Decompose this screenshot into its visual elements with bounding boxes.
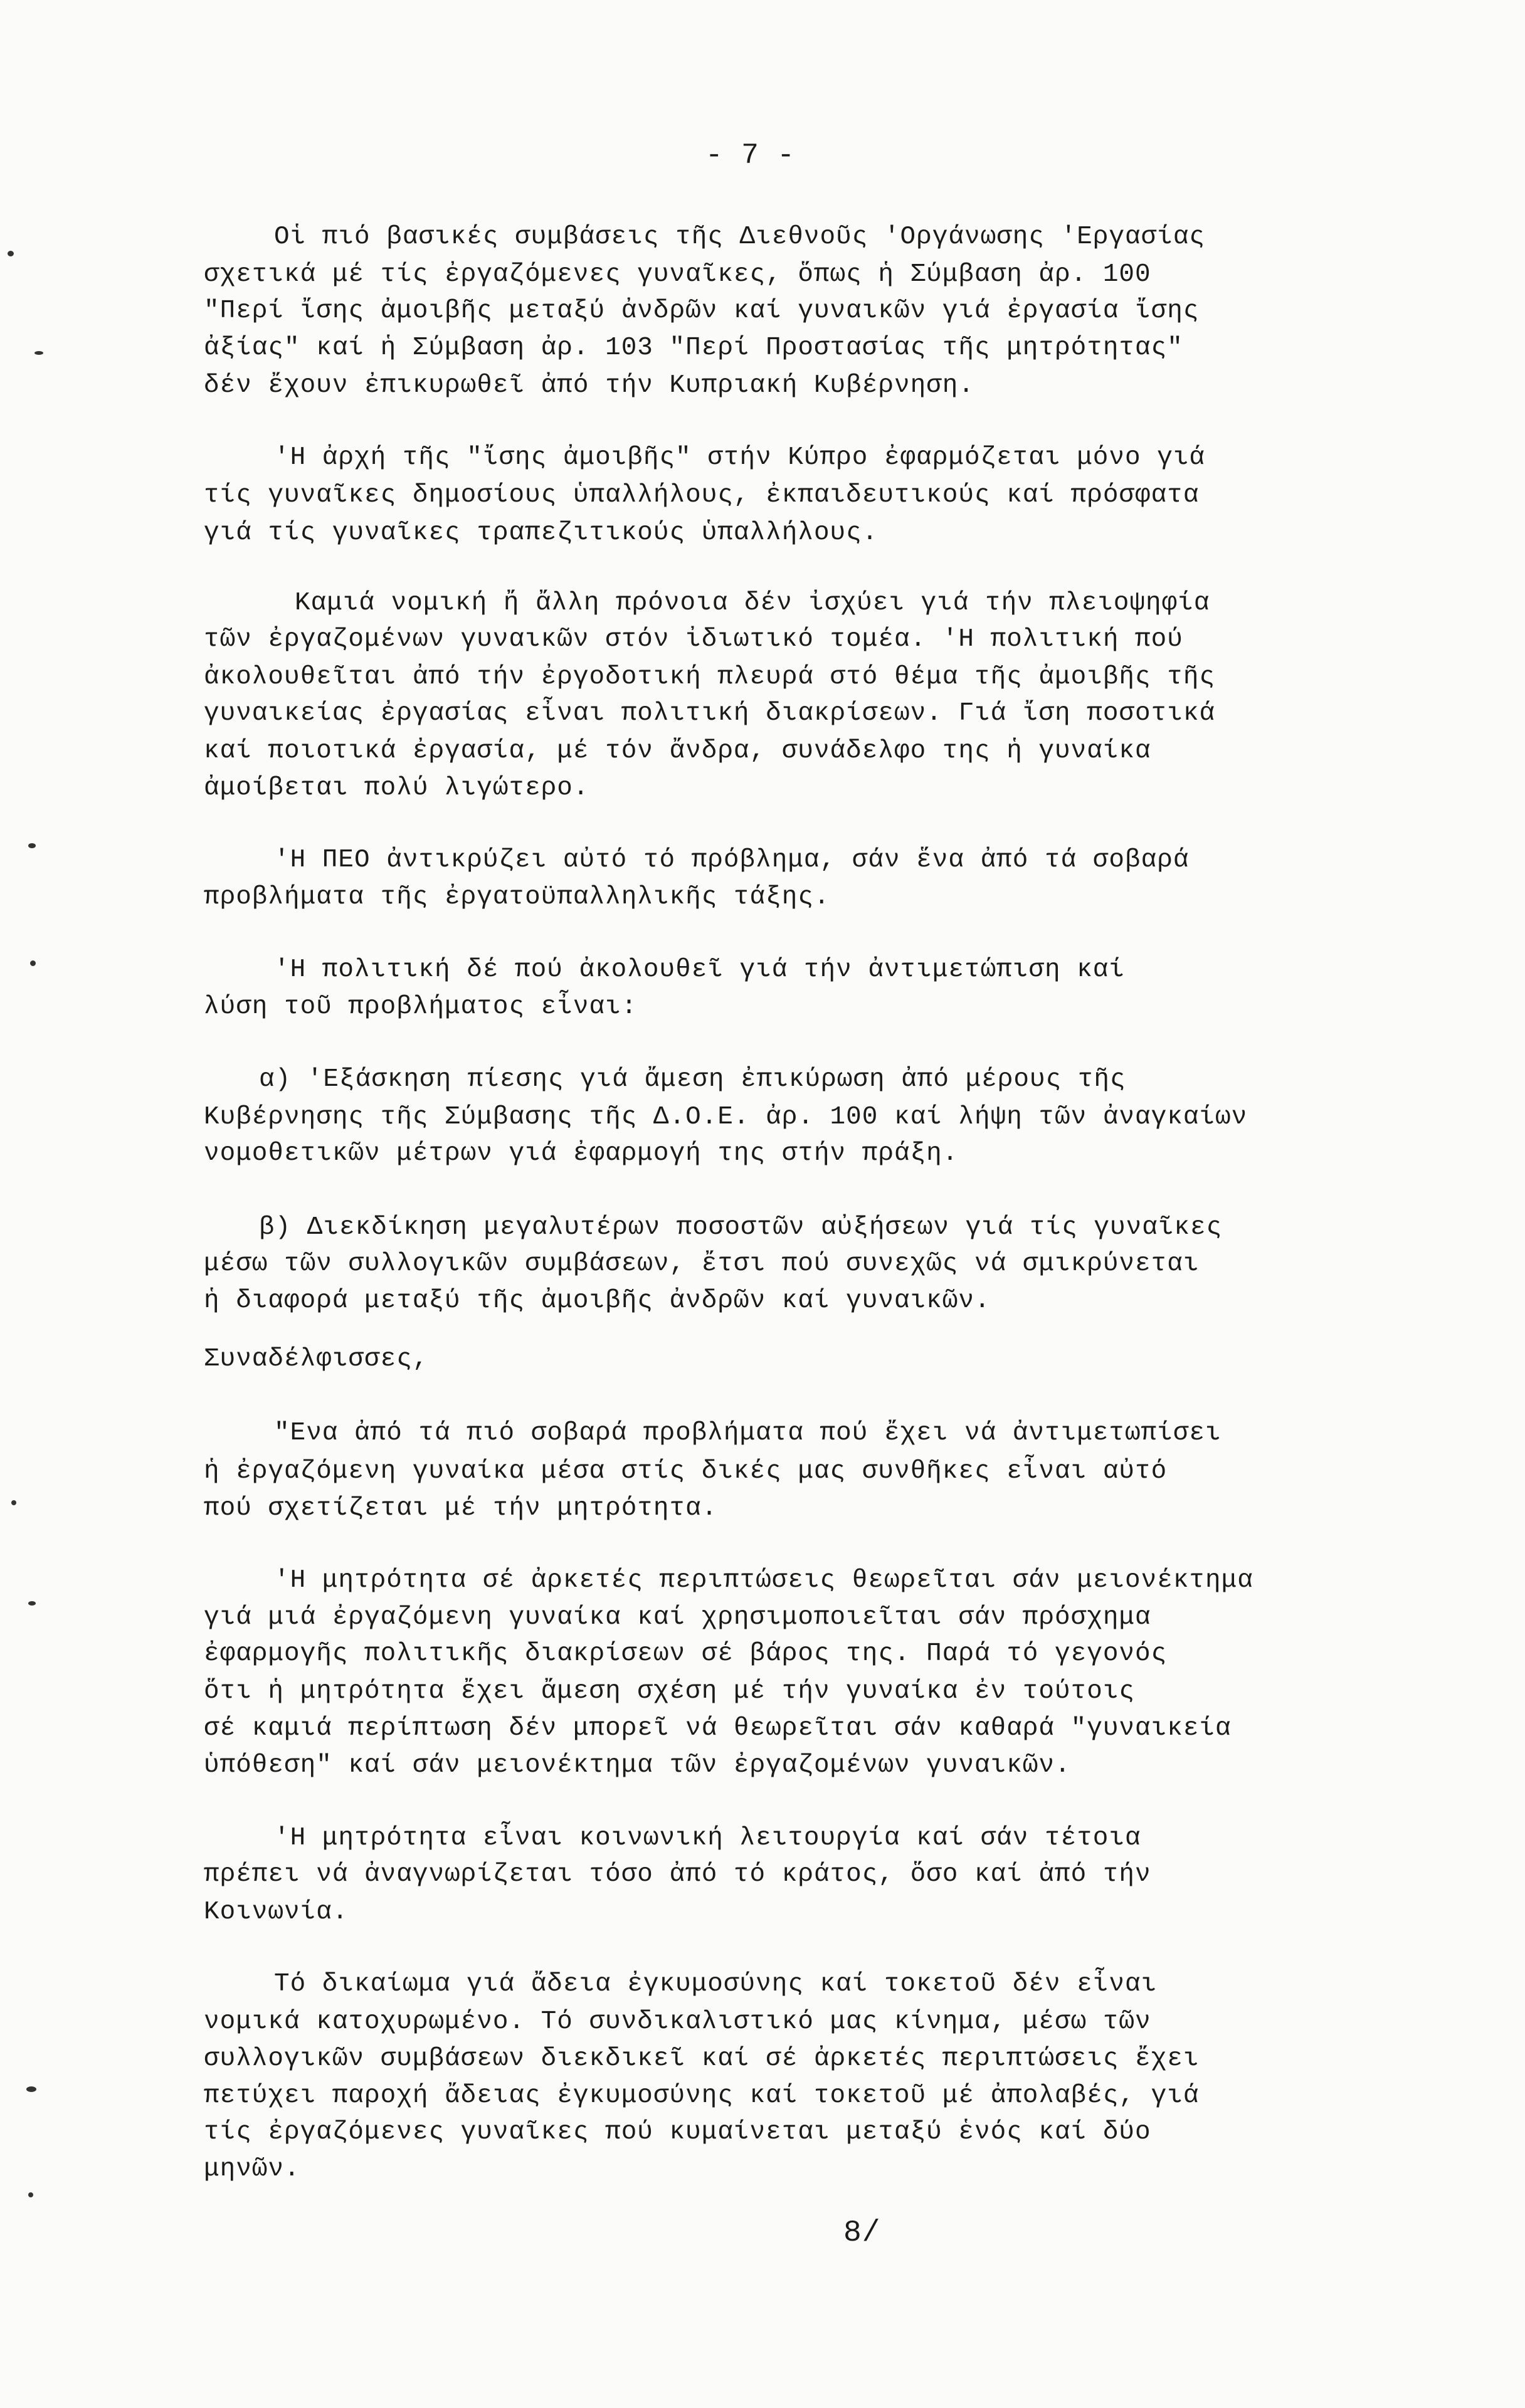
scan-speck	[28, 1601, 36, 1606]
text-line: ἡ ἐργαζόμενη γυναίκα μέσα στίς δικές μας συνθῆκες εἶναι αὐτό	[204, 1457, 1168, 1486]
text-line: ἀξίας" καί ἡ Σύμβαση ἀρ. 103 "Περί Προστασίας τῆς μητρότητας"	[204, 334, 1183, 362]
text-line: πετύχει παροχή ἄδειας ἐγκυμοσύνης καί τοκετοῦ μέ ἀπολαβές, γιά	[204, 2081, 1200, 2110]
text-line: γιά μιά ἐργαζόμενη γυναίκα καί χρησιμοποιεῖται σάν πρόσχημα	[204, 1603, 1151, 1632]
scan-speck	[8, 251, 14, 256]
text-line: πρέπει νά ἀναγνωρίζεται τόσο ἀπό τό κράτος, ὅσο καί ἀπό τήν	[204, 1860, 1151, 1889]
text-line: 'Η μητρότητα εἶναι κοινωνική λειτουργία καί σάν τέτοια	[274, 1824, 1141, 1853]
text-line: β) Διεκδίκηση μεγαλυτέρων ποσοστῶν αὐξήσεων γιά τίς γυναῖκες	[259, 1213, 1223, 1242]
text-line: ἀμοίβεται πολύ λιγώτερο.	[204, 774, 589, 802]
text-line: "Ενα ἀπό τά πιό σοβαρά προβλήματα πού ἔχει νά ἀντιμετωπίσει	[274, 1419, 1222, 1448]
text-line: πού σχετίζεται μέ τήν μητρότητα.	[204, 1494, 718, 1523]
text-line: λύση τοῦ προβλήματος εἶναι:	[204, 992, 638, 1021]
text-line: Οἱ πιό βασικές συμβάσεις τῆς Διεθνοῦς 'Οργάνωσης 'Εργασίας	[274, 223, 1206, 251]
text-line: ὑπόθεση" καί σάν μειονέκτημα τῶν ἐργαζομένων γυναικῶν.	[204, 1751, 1071, 1780]
text-line: Κοινωνία.	[204, 1898, 349, 1927]
text-line: ἀκολουθεῖται ἀπό τήν ἐργοδοτική πλευρά στό θέμα τῆς ἀμοιβῆς τῆς	[204, 663, 1216, 691]
text-line: ἡ διαφορά μεταξύ τῆς ἀμοιβῆς ἀνδρῶν καί γυναικῶν.	[204, 1286, 991, 1315]
scan-speck	[34, 351, 43, 355]
page-number: - 7 -	[705, 139, 796, 172]
scan-speck	[11, 1500, 16, 1505]
scan-speck	[28, 843, 36, 848]
scan-speck	[30, 960, 36, 966]
text-line: ὅτι ἡ μητρότητα ἔχει ἄμεση σχέση μέ τήν γυναίκα ἐν τούτοις	[204, 1677, 1136, 1706]
text-line: Καμιά νομική ἤ ἄλλη πρόνοια δέν ἰσχύει γιά τήν πλειοψηφία	[295, 589, 1210, 618]
text-line: τίς γυναῖκες δημοσίους ὑπαλλήλους, ἐκπαιδευτικούς καί πρόσφατα	[204, 481, 1200, 510]
text-line: 'Η μητρότητα σέ ἀρκετές περιπτώσεις θεωρεῖται σάν μειονέκτημα	[274, 1566, 1253, 1595]
text-line: μέσω τῶν συλλογικῶν συμβάσεων, ἔτσι πού συνεχῶς νά σμικρύνεται	[204, 1249, 1200, 1278]
text-line: συλλογικῶν συμβάσεων διεκδικεῖ καί σέ ἀρκετές περιπτώσεις ἔχει	[204, 2044, 1200, 2073]
text-line: γυναικείας ἐργασίας εἶναι πολιτική διακρίσεων. Γιά ἴση ποσοτικά	[204, 699, 1216, 728]
text-line: μηνῶν.	[204, 2155, 300, 2184]
text-line: ἐφαρμογῆς πολιτικῆς διακρίσεων σέ βάρος της. Παρά τό γεγονός	[204, 1639, 1168, 1668]
text-line: 'Η ΠΕΟ ἀντικρύζει αὐτό τό πρόβλημα, σάν ἕνα ἀπό τά σοβαρά	[274, 846, 1190, 875]
text-line: Κυβέρνησης τῆς Σύμβασης τῆς Δ.Ο.Ε. ἀρ. 100 καί λήψη τῶν ἀναγκαίων	[204, 1103, 1248, 1132]
text-line: τίς ἐργαζόμενες γυναῖκες πού κυμαίνεται μεταξύ ἑνός καί δύο	[204, 2118, 1151, 2147]
text-line: 'Η ἀρχή τῆς "ἴσης ἀμοιβῆς" στήν Κύπρο ἐφαρμόζεται μόνο γιά	[274, 443, 1206, 472]
continuation-marker: 8/	[843, 2216, 881, 2250]
scan-speck	[28, 2192, 33, 2197]
text-line: προβλήματα τῆς ἐργατοϋπαλληλικῆς τάξης.	[204, 883, 830, 912]
text-line: α) 'Εξάσκηση πίεσης γιά ἄμεση ἐπικύρωση ἀπό μέρους τῆς	[259, 1065, 1126, 1094]
text-line: γιά τίς γυναῖκες τραπεζιτικούς ὑπαλλήλους.	[204, 518, 879, 547]
text-line: "Περί ἴσης ἀμοιβῆς μεταξύ ἀνδρῶν καί γυναικῶν γιά ἐργασία ἴσης	[204, 297, 1200, 325]
text-line: νομικά κατοχυρωμένο. Τό συνδικαλιστικό μας κίνημα, μέσω τῶν	[204, 2007, 1151, 2036]
scan-speck	[26, 2086, 36, 2092]
text-line: νομοθετικῶν μέτρων γιά ἐφαρμογή της στήν πράξη.	[204, 1139, 959, 1168]
text-line: σέ καμιά περίπτωση δέν μπορεῖ νά θεωρεῖται σάν καθαρά "γυναικεία	[204, 1714, 1232, 1743]
text-line: τῶν ἐργαζομένων γυναικῶν στόν ἰδιωτικό τομέα. 'Η πολιτική πού	[204, 625, 1183, 654]
text-line: Τό δικαίωμα γιά ἄδεια ἐγκυμοσύνης καί τοκετοῦ δέν εἶναι	[274, 1970, 1158, 1999]
text-line: 'Η πολιτική δέ πού ἀκολουθεῖ γιά τήν ἀντιμετώπιση καί	[274, 955, 1126, 984]
text-line: Συναδέλφισσες,	[204, 1345, 429, 1374]
text-line: καί ποιοτικά ἐργασία, μέ τόν ἄνδρα, συνάδελφο της ἡ γυναίκα	[204, 737, 1151, 765]
text-line: δέν ἔχουν ἐπικυρωθεῖ ἀπό τήν Κυπριακή Κυβέρνηση.	[204, 371, 974, 400]
text-line: σχετικά μέ τίς ἐργαζόμενες γυναῖκες, ὅπως ἡ Σύμβαση ἀρ. 100	[204, 260, 1151, 289]
